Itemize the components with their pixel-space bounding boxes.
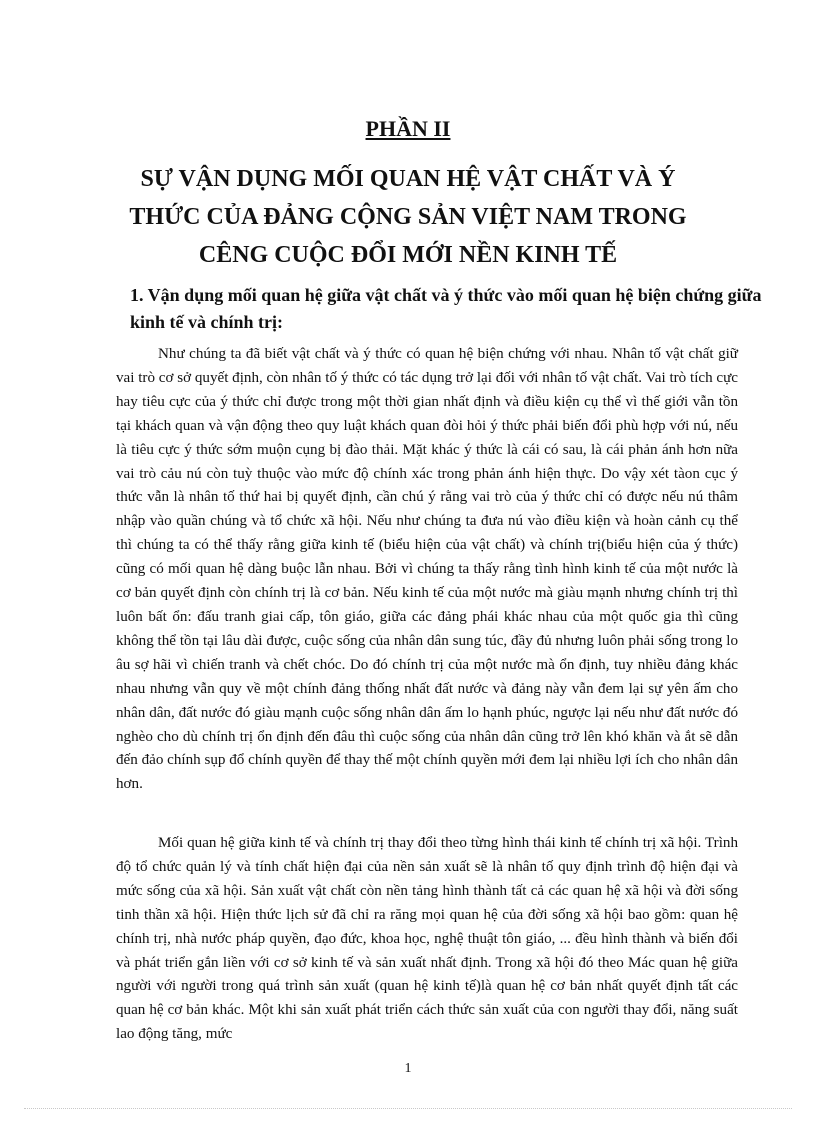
body-paragraph: Như chúng ta đã biết vật chất và ý thức có quan hệ biện chứng với nhau. Nhân tố vật chất giữ vai trò cơ sở quyết định, còn nhân tố ý thức có tác dụng trở lại đối với nhân tố vật chất. Vai trò tích cực hay tiêu cực của ý thức chỉ được trong một thời gian nhất định và điều kiện cụ thể vì thế giới vẫn tồn tại khách quan và vận động theo quy luật khách quan đòi hỏi ý thức phải biến đổi phù hợp với nú, nếu là tiêu cực ý thức sớm muộn cụng bị đào thải. Mặt khác ý thức là cái có sau, là cái phản ánh hơn nữa vai trò cảu nú còn tuỳ thuộc vào mức độ chính xác trong phản ánh hiện thực. Do vậy xét tàon cục ý thức vẫn là nhân tố thứ hai bị quyết định, cần chú ý rằng vai trò của ý thức chỉ có được nếu nú thâm nhập vào quần chúng và tổ chức xã hội. Nếu như chúng ta đưa nú vào điều kiện và hoàn cảnh cụ thể thì chúng ta có thể thấy rằng giữa kinh tế (biểu hiện của vật chất) và chính trị(biểu hiện của ý thức) cũng có mối quan hệ dàng buộc lẫn nhau. Bởi vì chúng ta thấy rằng tình hình kinh tế của một nước là cơ bản quyết định còn chính trị là cơ bản. Nếu kinh tế của một nước mà giàu mạnh nhưng chính trị thì luôn bất ổn: đấu tranh giai cấp, tôn giáo, giữa các đảng phái khác nhau của một quốc gia thì cũng không thể tồn tại lâu dài được, cuộc sống của nhân dân sung túc, đầy đủ nhưng luôn phải sống trong lo âu sợ hãi vì chiến tranh và chết chóc. Do đó chính trị của một nước mà ổn định, tuy nhiều đảng khác nhau nhưng vẫn quy về một chính đảng thống nhất đất nước và đảng này vẫn đem lại sự yên ấm cho nhân dân, đất nước đó giàu mạnh cuộc sống nhân dân ấm lo hạnh phúc, ngược lại nếu như đất nước đó nghèo cho dù chính trị ổn định đến đâu thì cuộc sống của nhân dân cũng trở lên khó khăn và ắt sẽ dẫn đến đảo chính sụp đổ chính quyền để thay thế một chính quyền mới đem lại nhiều lợi ích cho nhân dân hơn. xyxy=(116,346,738,793)
section-heading: 1. Vận dụng mối quan hệ giữa vật chất và ý thức vào mối quan hệ biện chứng giữa kinh tế và chính trị: xyxy=(130,285,762,332)
page-divider xyxy=(24,1108,792,1109)
body-paragraph: Mối quan hệ giữa kinh tế và chính trị thay đổi theo từng hình thái kinh tế chính trị xã hội. Trình độ tổ chức quản lý và tính chất hiện đại của nền sản xuất sẽ là nhân tố quy định trình độ hiện đại và mức sống của xã hội. Sản xuất vật chất còn nền tảng hình thành tất cả các quan hệ xã hội và đời sống tinh thần xã hội. Hiện thức lịch sử đã chỉ ra răng mọi quan hệ của đời sống xã hội bao gồm: quan hệ chính trị, nhà nước pháp quyền, đạo đức, khoa học, nghệ thuật tôn giáo, ... đều hình thành và biến đổi và phát triển gắn liền với cơ sở kinh tế và sản xuất nhất định. Trong xã hội đó theo Mác quan hệ giữa người với người trong quá trình sản xuất (quan hệ kinh tế)là quan hệ cơ bản nhất quyết định tất các quan hệ cơ bản khác. Một khi sản xuất phát triển cách thức sản xuất của con người thay đổi, năng suất lao động tăng, mức xyxy=(116,835,738,1043)
page-number: 1 xyxy=(404,1061,412,1076)
part-title: PHẦN II xyxy=(365,116,451,141)
title-line: CÊNG CUỘC ĐỔI MỚI NỀN KINH TẾ xyxy=(198,242,618,268)
title-line: SỰ VẬN DỤNG MỐI QUAN HỆ VẬT CHẤT VÀ Ý xyxy=(140,166,676,192)
main-title xyxy=(110,160,706,274)
title-line: THỨC CỦA ĐẢNG CỘNG SẢN VIỆT NAM TRONG xyxy=(129,204,687,230)
